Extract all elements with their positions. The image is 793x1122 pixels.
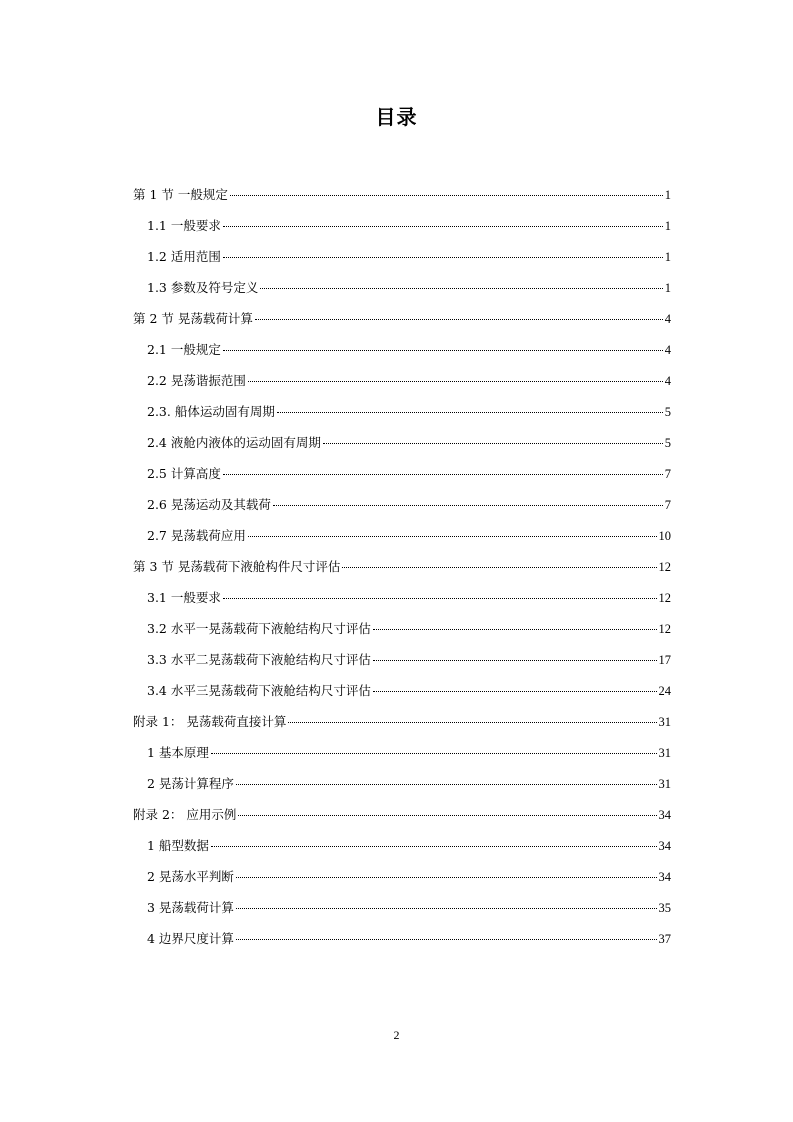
toc-subsection-entry[interactable]: [133, 369, 671, 400]
toc-entry-label: 3.1 一般要求: [147, 590, 221, 605]
toc-subsection-entry[interactable]: [133, 896, 671, 927]
toc-subsection-entry[interactable]: [133, 214, 671, 245]
toc-subsection-entry[interactable]: [133, 338, 671, 369]
toc-subsection-entry[interactable]: [133, 276, 671, 307]
toc-entry-label: 3 晃荡载荷计算: [147, 900, 234, 915]
toc-section-entry[interactable]: [133, 803, 671, 834]
toc-dot-leader: [236, 877, 657, 878]
toc-entry-label: 附录 1： 晃荡载荷直接计算: [133, 714, 287, 729]
toc-entry-label: 4 边界尺度计算: [147, 931, 234, 946]
page-number: 2: [393, 1028, 400, 1042]
toc-entry-label: 1 船型数据: [147, 838, 209, 853]
toc-entry-label: 2.6 晃荡运动及其载荷: [147, 497, 271, 512]
toc-dot-leader: [223, 598, 657, 599]
toc-dot-leader: [236, 784, 657, 785]
toc-entry-label: 第 3 节 晃荡载荷下液舱构件尺寸评估: [133, 559, 341, 574]
toc-entry-page-number: 5: [664, 436, 671, 450]
toc-entry-label: 2 晃荡计算程序: [147, 776, 234, 791]
toc-dot-leader: [236, 939, 657, 940]
toc-entry-label: 1.2 适用范围: [147, 249, 221, 264]
toc-subsection-entry[interactable]: [133, 245, 671, 276]
toc-entry-page-number: 10: [658, 529, 671, 543]
toc-entry-page-number: 7: [664, 498, 671, 512]
toc-section-entry[interactable]: [133, 710, 671, 741]
toc-section-entry[interactable]: [133, 555, 671, 586]
toc-dot-leader: [223, 350, 663, 351]
toc-dot-leader: [211, 753, 657, 754]
toc-entry-label: 2.1 一般规定: [147, 342, 221, 357]
toc-entry-label: 2 晃荡水平判断: [147, 869, 234, 884]
toc-entry-page-number: 17: [658, 653, 671, 667]
toc-entry-page-number: 24: [658, 684, 671, 698]
toc-dot-leader: [223, 257, 663, 258]
toc-subsection-entry[interactable]: [133, 493, 671, 524]
toc-entry-label: 3.2 水平一晃荡载荷下液舱结构尺寸评估: [147, 621, 371, 636]
toc-entry-page-number: 1: [664, 281, 671, 295]
toc-entry-page-number: 4: [664, 343, 671, 357]
toc-entry-page-number: 35: [658, 901, 671, 915]
toc-subsection-entry[interactable]: [133, 431, 671, 462]
toc-section-entry[interactable]: [133, 183, 671, 214]
toc-dot-leader: [373, 660, 657, 661]
toc-section-entry[interactable]: [133, 307, 671, 338]
toc-subsection-entry[interactable]: [133, 927, 671, 958]
toc-subsection-entry[interactable]: [133, 400, 671, 431]
toc-entry-page-number: 12: [658, 591, 671, 605]
toc-entry-label: 3.4 水平三晃荡载荷下液舱结构尺寸评估: [147, 683, 371, 698]
toc-dot-leader: [277, 412, 663, 413]
toc-entry-page-number: 1: [664, 250, 671, 264]
toc-dot-leader: [223, 226, 663, 227]
toc-entry-label: 2.5 计算高度: [147, 466, 221, 481]
toc-entry-label: 2.3. 船体运动固有周期: [147, 404, 275, 419]
toc-entry-page-number: 34: [658, 839, 671, 853]
toc-entry-label: 2.4 液舱内液体的运动固有周期: [147, 435, 321, 450]
toc-dot-leader: [248, 536, 657, 537]
toc-entry-label: 2.2 晃荡谐振范围: [147, 373, 246, 388]
toc-entry-label: 1 基本原理: [147, 745, 209, 760]
toc-entry-page-number: 31: [658, 715, 671, 729]
toc-subsection-entry[interactable]: [133, 648, 671, 679]
toc-subsection-entry[interactable]: [133, 462, 671, 493]
toc-dot-leader: [236, 908, 657, 909]
toc-dot-leader: [288, 722, 656, 723]
toc-subsection-entry[interactable]: [133, 586, 671, 617]
toc-entry-page-number: 5: [664, 405, 671, 419]
toc-dot-leader: [248, 381, 663, 382]
toc-subsection-entry[interactable]: [133, 617, 671, 648]
toc-entry-label: 第 2 节 晃荡载荷计算: [133, 311, 253, 326]
page-title: 目录: [375, 105, 418, 129]
toc-dot-leader: [323, 443, 663, 444]
toc-dot-leader: [255, 319, 663, 320]
toc-entry-page-number: 1: [664, 219, 671, 233]
toc-dot-leader: [211, 846, 657, 847]
toc-entry-label: 附录 2： 应用示例: [133, 807, 237, 822]
toc-entry-label: 1.1 一般要求: [147, 218, 221, 233]
toc-entry-page-number: 31: [658, 777, 671, 791]
toc-dot-leader: [238, 815, 656, 816]
toc-dot-leader: [342, 567, 656, 568]
toc-entry-page-number: 4: [664, 312, 671, 326]
toc-entry-page-number: 34: [658, 870, 671, 884]
toc-subsection-entry[interactable]: [133, 772, 671, 803]
toc-entry-page-number: 4: [664, 374, 671, 388]
toc-subsection-entry[interactable]: [133, 524, 671, 555]
toc-entry-label: 3.3 水平二晃荡载荷下液舱结构尺寸评估: [147, 652, 371, 667]
toc-dot-leader: [260, 288, 662, 289]
toc-entry-page-number: 12: [658, 622, 671, 636]
toc-subsection-entry[interactable]: [133, 865, 671, 896]
toc-entry-page-number: 12: [658, 560, 671, 574]
toc-entry-page-number: 34: [658, 808, 671, 822]
toc-entry-page-number: 37: [658, 932, 671, 946]
toc-entry-page-number: 1: [664, 188, 671, 202]
toc-entry-page-number: 31: [658, 746, 671, 760]
toc-entry-label: 1.3 参数及符号定义: [147, 280, 259, 295]
toc-subsection-entry[interactable]: [133, 741, 671, 772]
table-of-contents: [133, 183, 671, 958]
toc-entry-label: 第 1 节 一般规定: [133, 187, 228, 202]
toc-subsection-entry[interactable]: [133, 679, 671, 710]
toc-dot-leader: [230, 195, 663, 196]
toc-dot-leader: [273, 505, 663, 506]
toc-entry-page-number: 7: [664, 467, 671, 481]
toc-dot-leader: [373, 629, 657, 630]
toc-subsection-entry[interactable]: [133, 834, 671, 865]
toc-dot-leader: [223, 474, 663, 475]
toc-dot-leader: [373, 691, 657, 692]
toc-entry-label: 2.7 晃荡载荷应用: [147, 528, 246, 543]
